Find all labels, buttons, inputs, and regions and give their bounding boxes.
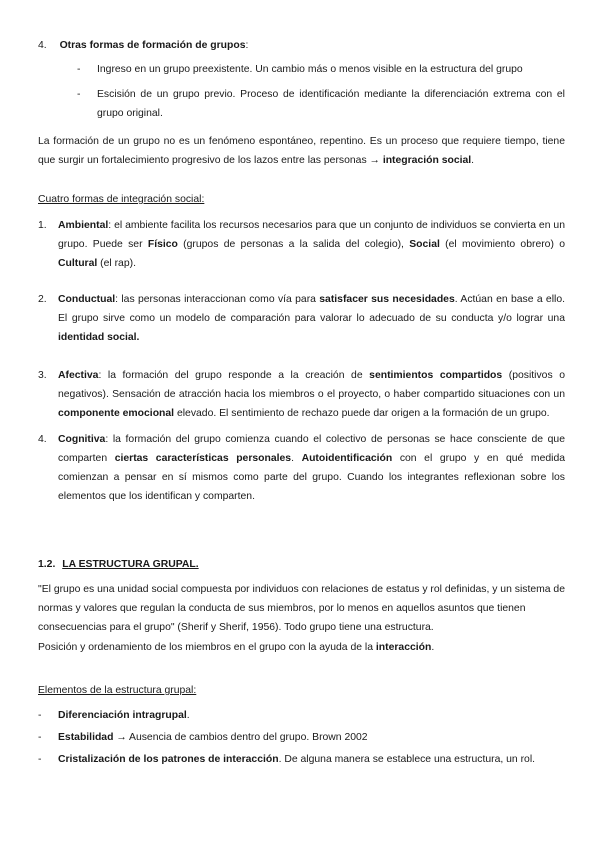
section-number: 4. (38, 40, 47, 51)
list-item: Ingreso en un grupo preexistente. Un cambio más o menos visible en la estructura del grupo (97, 64, 523, 75)
section-title: Otras formas de formación de grupos (59, 40, 246, 51)
intro-paragraph: La formación de un grupo no es un fenómeno espontáneo, repentino. Es un proceso que requiere tiempo, tiene que surgir un fortalecimiento progresivo de los lazos entre las personas → integración social. (38, 136, 565, 166)
item-number: 1. (38, 220, 47, 231)
item-number: 3. (38, 370, 47, 381)
item-number: 4. (38, 434, 47, 445)
cuatro-formas-heading: Cuatro formas de integración social: (38, 194, 205, 205)
definition-paragraph: "El grupo es una unidad social compuesta por individuos con relaciones de estatus y rol definidas, y un sistema de normas y valores que regulan la conducta de sus miembros, por lo menos en aquellos asuntos que tienen consecuencias para el grupo" (Sherif y Sherif, 1956). Todo grupo tiene una estructura. (38, 584, 565, 633)
section-4-heading: 4. Otras formas de formación de grupos: (38, 40, 249, 51)
bullet-dash: - (38, 732, 42, 743)
elementos-heading: Elementos de la estructura grupal: (38, 685, 197, 696)
list-item-cognitiva: Cognitiva: la formación del grupo comienza cuando el colectivo de personas se hace consciente de que comparten ciertas características personales. Autoidentificación con el grupo y en qué medida comienzan a pensar en sí mismos como parte del grupo. Cuando los integrantes reflexionan sobre los elementos que los identifican y comparten. (58, 434, 566, 502)
list-item: Estabilidad → Ausencia de cambios dentro del grupo. Brown 2002 (58, 732, 368, 743)
section-1-2-heading (38, 555, 199, 574)
position-paragraph: Posición y ordenamiento de los miembros en el grupo con la ayuda de la interacción. (38, 642, 435, 653)
item-number: 2. (38, 294, 47, 305)
section-number: 1.2. (38, 559, 56, 570)
arrow-icon: → (369, 155, 380, 166)
list-item: Cristalización de los patrones de interacción. De alguna manera se establece una estructura, un rol. (58, 754, 536, 765)
list-item: Diferenciación intragrupal. (58, 710, 190, 721)
section-title: LA ESTRUCTURA GRUPAL. (62, 559, 199, 570)
list-item-ambiental: Ambiental: el ambiente facilita los recursos necesarios para que un conjunto de individuos se convierta en un grupo. Puede ser Físico (grupos de personas a la salida del colegio), Social (el movimiento obrero) o Cultural (el rap). (58, 220, 565, 269)
bullet-dash: - (77, 89, 81, 100)
bullet-dash: - (38, 710, 42, 721)
bullet-dash: - (38, 754, 42, 765)
list-item-afectiva: Afectiva: la formación del grupo responde a la creación de sentimientos compartidos (positivos o negativos). Sensación de atracción hacia los miembros o el proyecto, o haber compartido situaciones con un componente emocional elevado. El sentimiento de rechazo puede dar origen a la formación de un grupo. (58, 370, 565, 419)
list-item: Escisión de un grupo previo. Proceso de identificación mediante la diferenciación extrema con el grupo original. (97, 89, 565, 119)
list-item-conductual: Conductual: las personas interaccionan como vía para satisfacer sus necesidades. Actúan en base a ello. El grupo sirve como un modelo de comparación para valorar lo adecuado de su conducta y/o lograr una identidad social. (58, 294, 565, 343)
bullet-dash: - (77, 64, 81, 75)
